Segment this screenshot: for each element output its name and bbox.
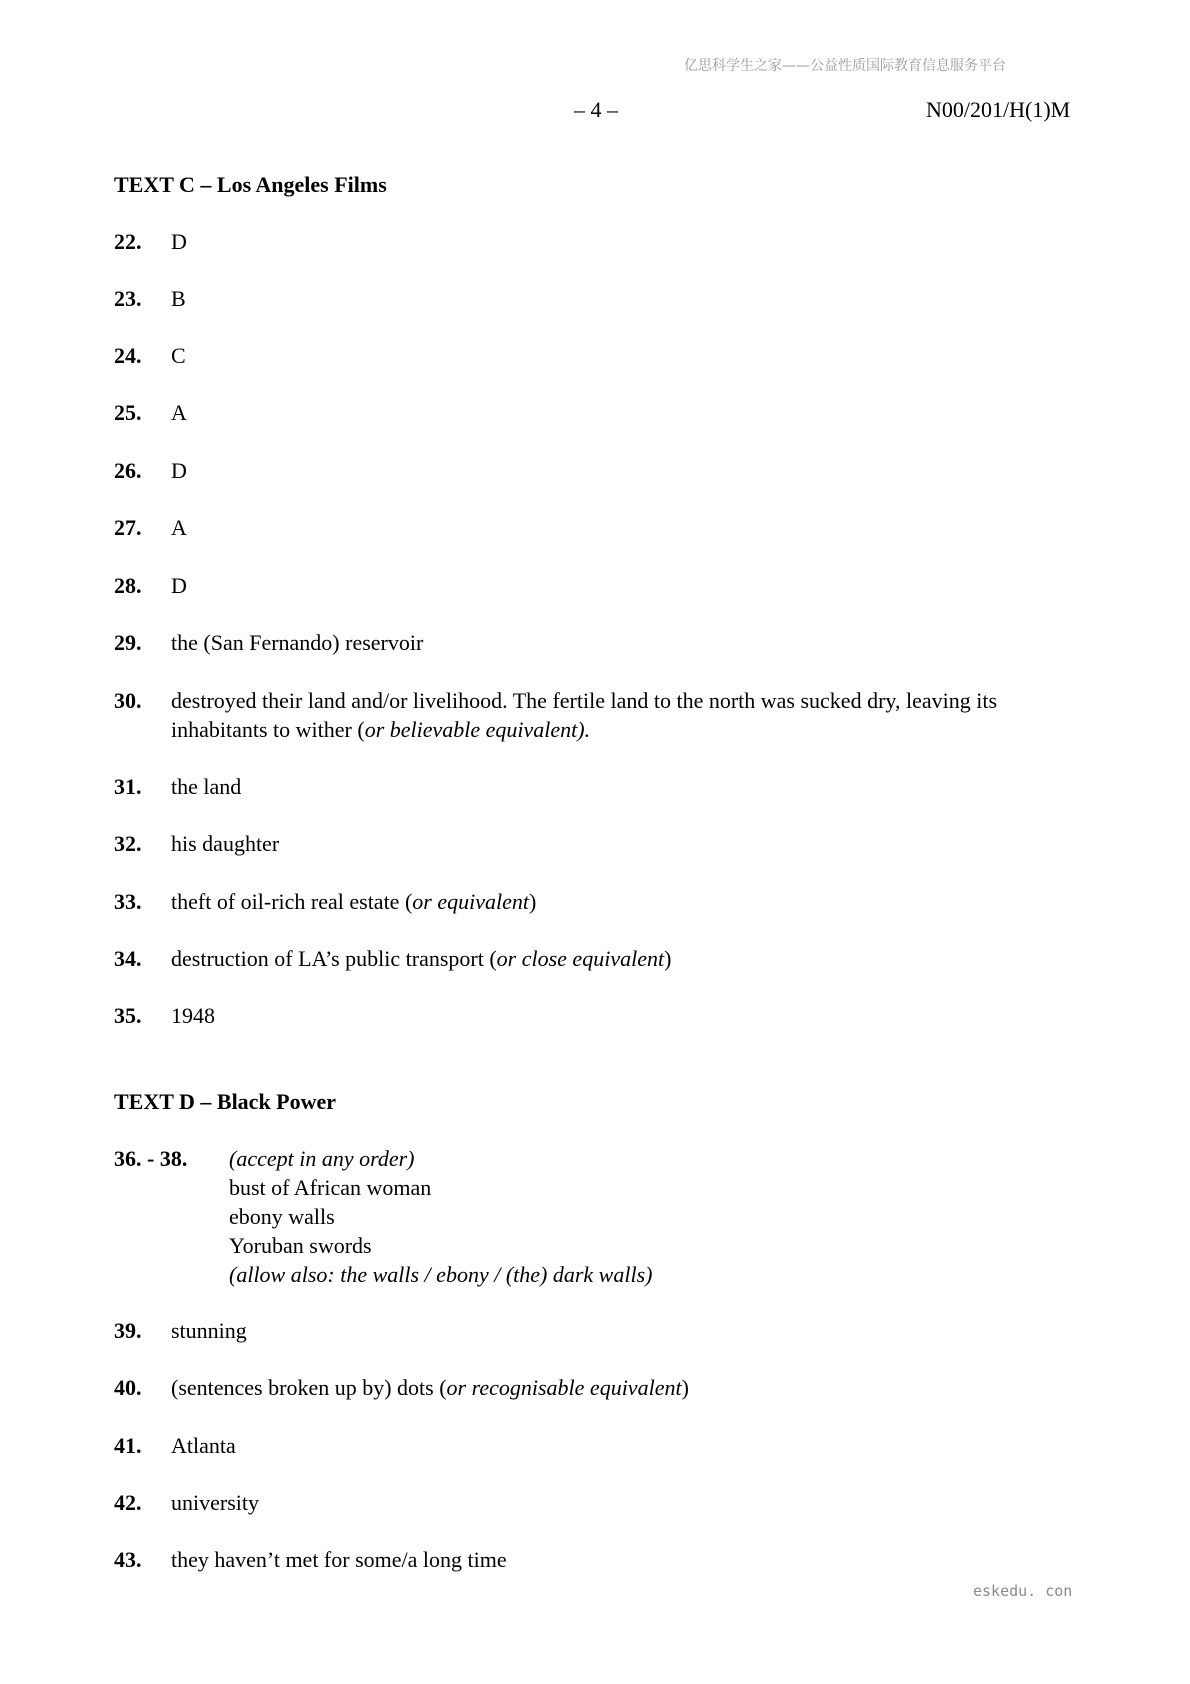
answer-note: or believable equivalent). — [364, 717, 591, 742]
question-number: 43. — [114, 1547, 142, 1572]
answer-text — [229, 1144, 1190, 1289]
question-number: 30. — [114, 688, 142, 713]
answer-text: destruction of LA’s public transport (or close equivalent) — [171, 946, 672, 971]
footer-watermark: eskedu. con — [973, 1582, 1073, 1600]
answer-text: C — [171, 343, 186, 368]
question-number: 31. — [114, 774, 142, 799]
question-number: 32. — [114, 831, 142, 856]
answer-line-2: inhabitants to wither ( — [171, 717, 365, 742]
answer-note: (accept in any order) — [229, 1146, 415, 1171]
answer-text: A — [171, 515, 187, 540]
question-number: 27. — [114, 515, 142, 540]
answer-text: Atlanta — [171, 1433, 236, 1458]
question-number: 28. — [114, 573, 142, 598]
question-number: 39. — [114, 1318, 142, 1343]
answer-text: theft of oil-rich real estate (or equivalent) — [171, 889, 537, 914]
question-number: 24. — [114, 343, 142, 368]
header-watermark: 亿思科学生之家——公益性质国际教育信息服务平台 — [684, 58, 1006, 74]
answer-text: his daughter — [171, 831, 280, 856]
answer-line: Yoruban swords — [229, 1233, 372, 1258]
answer-text: B — [171, 286, 186, 311]
question-number: 29. — [114, 630, 142, 655]
section-title-text-c: TEXT C – Los Angeles Films — [114, 172, 387, 197]
answer-text: D — [171, 458, 187, 483]
answer-text: D — [171, 573, 187, 598]
question-number: 40. — [114, 1375, 142, 1400]
document-code: N00/201/H(1)M — [926, 97, 1071, 122]
question-number: 42. — [114, 1490, 142, 1515]
question-number: 22. — [114, 229, 142, 254]
answer-line: bust of African woman — [229, 1175, 432, 1200]
answer-text: the (San Fernando) reservoir — [171, 630, 424, 655]
question-number: 26. — [114, 458, 142, 483]
answer-text: stunning — [171, 1318, 247, 1343]
question-number: 34. — [114, 946, 142, 971]
answer-text: university — [171, 1490, 259, 1515]
page-number: – 4 – — [574, 97, 618, 122]
answer-line-1: destroyed their land and/or livelihood. The fertile land to the north was sucked dry, leaving its — [171, 688, 998, 713]
answer-text: A — [171, 400, 187, 425]
section-title-text-d: TEXT D – Black Power — [114, 1089, 337, 1114]
question-number: 23. — [114, 286, 142, 311]
answer-allow-note: (allow also: the walls / ebony / (the) dark walls) — [229, 1262, 653, 1287]
answer-text: (sentences broken up by) dots (or recognisable equivalent) — [171, 1375, 689, 1400]
answer-text: the land — [171, 774, 242, 799]
question-number: 25. — [114, 400, 142, 425]
answer-text: D — [171, 229, 187, 254]
question-number: 35. — [114, 1003, 142, 1028]
answer-text: they haven’t met for some/a long time — [171, 1547, 507, 1572]
answer-text: 1948 — [171, 1003, 215, 1028]
answer-text — [171, 686, 1190, 744]
answer-line: ebony walls — [229, 1204, 335, 1229]
question-number: 33. — [114, 889, 142, 914]
question-number: 41. — [114, 1433, 142, 1458]
question-number: 36. - 38. — [114, 1146, 188, 1171]
